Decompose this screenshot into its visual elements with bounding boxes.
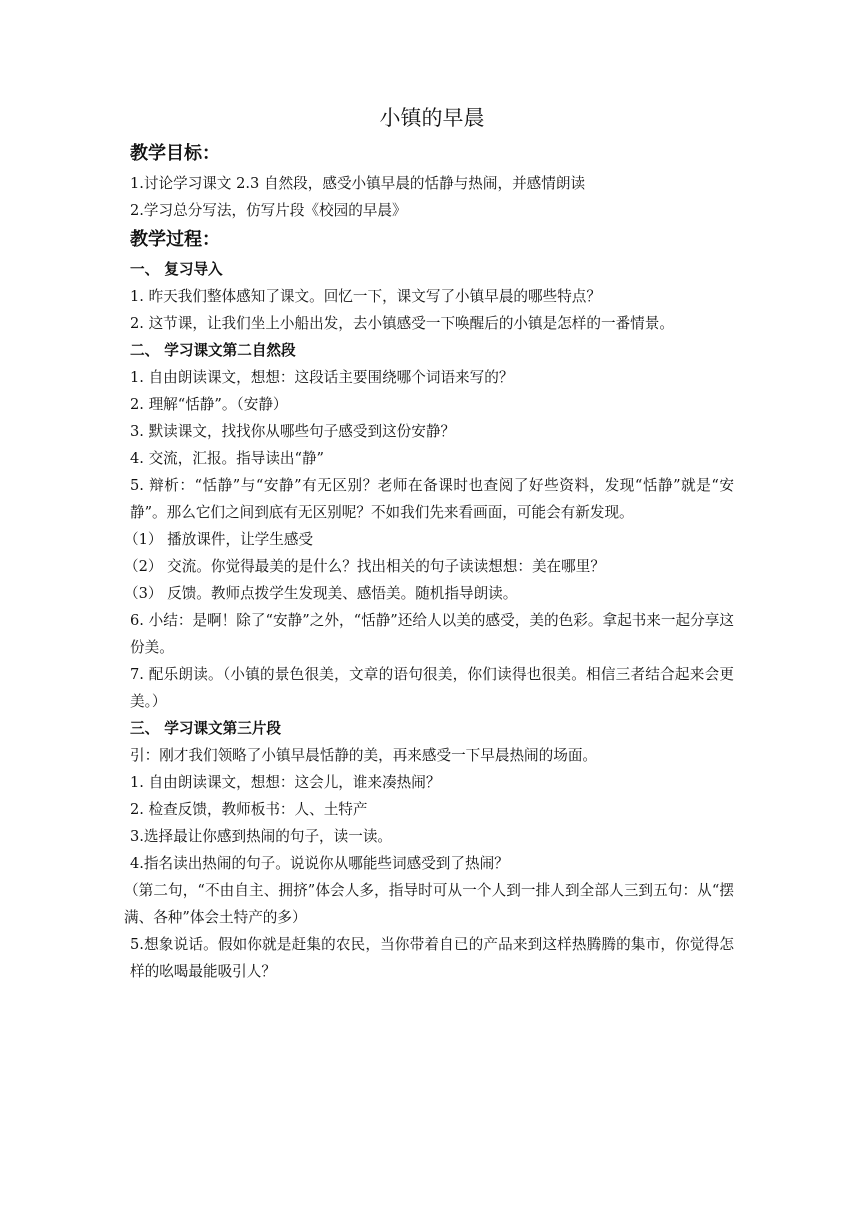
process-heading: 教学过程： — [130, 229, 220, 250]
list-item: 4.指名读出热闹的句子。说说你从哪能些词感受到了热闹？ — [130, 855, 509, 872]
list-item: 引：刚才我们领略了小镇早晨恬静的美，再来感受一下早晨热闹的场面。 — [130, 747, 598, 764]
list-item: 5. 辩析：“恬静”与“安静”有无区别？老师在备课时也查阅了好些资料，发现“恬静”就是“安静”。那么它们之间到底有无区别呢？不如我们先来看画面，可能会有新发现。 — [130, 477, 734, 521]
list-item: 1. 昨天我们整体感知了课文。回忆一下，课文写了小镇早晨的哪些特点？ — [130, 288, 601, 305]
list-item: 3.选择最让你感到热闹的句子，读一读。 — [130, 828, 393, 845]
list-item: 1. 自由朗读课文，想想：这会儿，谁来凑热闹？ — [130, 774, 441, 791]
objective-item: 1.讨论学习课文 2.3 自然段，感受小镇早晨的恬静与热闹，并感情朗读 — [130, 175, 586, 192]
list-item: 1. 自由朗读课文，想想：这段话主要围绕哪个词语来写的？ — [130, 369, 514, 386]
list-item: 2. 理解“恬静”。（安静） — [130, 396, 288, 413]
sub-list-item: （2） 交流。你觉得最美的是什么？找出相关的句子读读想想：美在哪里？ — [124, 558, 605, 575]
list-item: 2. 检查反馈，教师板书：人、土特产 — [130, 801, 368, 818]
list-item: 5.想象说话。假如你就是赶集的农民，当你带着自已的产品来到这样热腾腾的集市，你觉得怎样的吆喝最能吸引人？ — [130, 936, 734, 980]
objective-item: 2.学习总分写法，仿写片段《校园的早晨》 — [130, 202, 407, 219]
list-item: 6. 小结：是啊！除了“安静”之外，“恬静”还给人以美的感受，美的色彩。拿起书来一起分享这份美。 — [130, 612, 734, 656]
sub-list-item: （3） 反馈。教师点拨学生发现美、感悟美。随机指导朗读。 — [124, 585, 518, 602]
section-heading-review: 一、 复习导入 — [130, 261, 223, 278]
document-title: 小镇的早晨 — [379, 106, 485, 130]
list-item: 4. 交流，汇报。指导读出“静” — [130, 450, 325, 467]
section-heading-paragraph-three: 三、 学习课文第三片段 — [130, 720, 282, 737]
objectives-heading: 教学目标： — [130, 143, 220, 164]
list-item: 2. 这节课，让我们坐上小船出发，去小镇感受一下唤醒后的小镇是怎样的一番情景。 — [130, 315, 674, 332]
list-item: 7. 配乐朗读。（小镇的景色很美，文章的语句很美，你们读得也很美。相信三者结合起来会更美。） — [130, 666, 734, 710]
list-item: 3. 默读课文，找找你从哪些句子感受到这份安静？ — [130, 423, 456, 440]
document-page — [124, 98, 734, 985]
list-item-note: （第二句，“不由自主、拥挤”体会人多，指导时可从一个人到一排人到全部人三到五句：从“摆满、各种”体会土特产的多） — [124, 882, 734, 926]
sub-list-item: （1） 播放课件，让学生感受 — [124, 531, 314, 548]
section-heading-paragraph-two: 二、 学习课文第二自然段 — [130, 342, 296, 359]
